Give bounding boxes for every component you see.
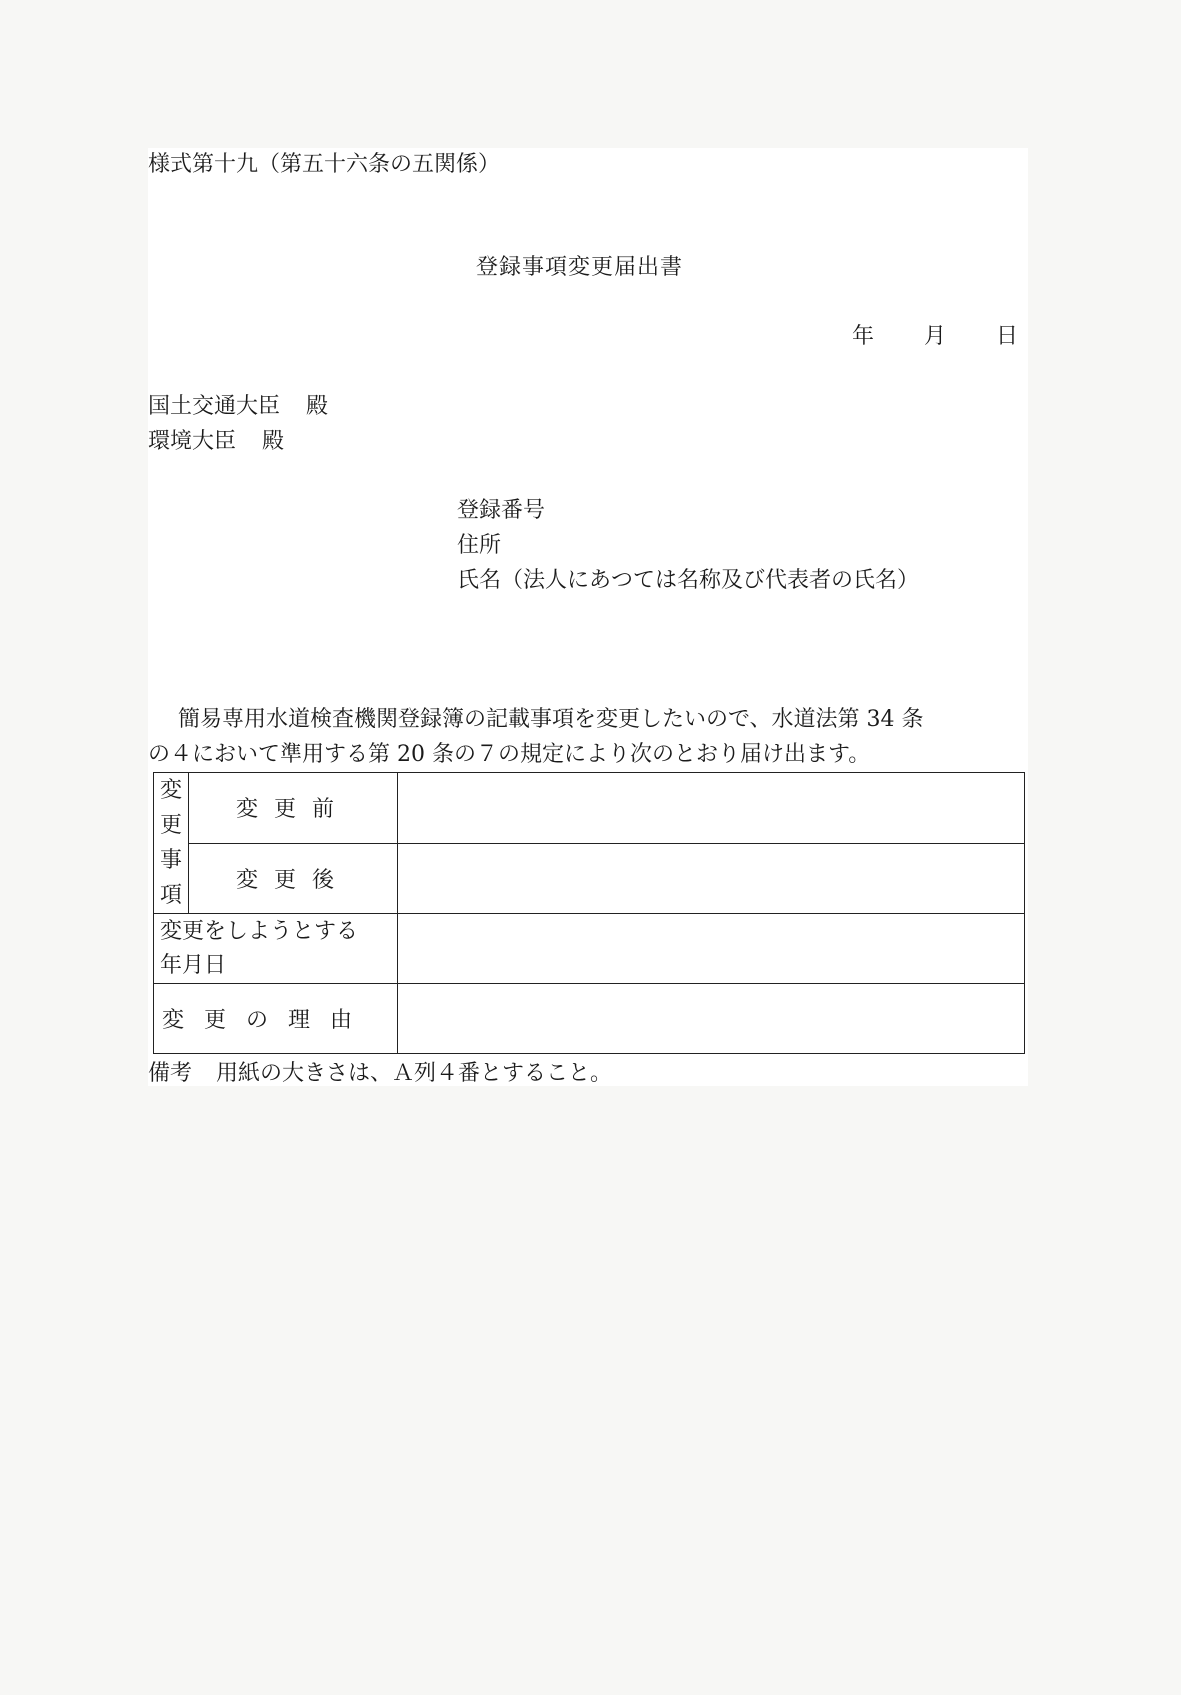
change-date-label [154, 914, 398, 984]
before-label: 変更前 [189, 773, 398, 844]
table-row-after [154, 843, 1025, 914]
applicant-registration-number: 登録番号 [457, 498, 546, 523]
change-date-value-field[interactable] [398, 914, 1025, 984]
change-item-group-label [154, 773, 189, 914]
change-table [153, 772, 1025, 1054]
date-line [852, 320, 1018, 354]
addressee-mlit-name: 国土交通大臣 [148, 394, 281, 419]
table-row-before [154, 773, 1025, 844]
addressee-mlit-honorific: 殿 [306, 394, 329, 419]
group-label-char: 更 [159, 813, 182, 838]
table-row-date [154, 914, 1025, 984]
body-text-line2: の４において準用する第 20 条の７の規定により次のとおり届け出ます。 [148, 742, 871, 767]
document-title: 登録事項変更届出書 [476, 255, 684, 280]
group-label-char: 事 [159, 848, 182, 873]
date-year: 年 [852, 324, 875, 349]
group-label-char: 項 [159, 883, 182, 908]
after-value-field[interactable] [398, 843, 1025, 914]
group-label-char: 変 [159, 778, 182, 803]
body-text-line1-content: 簡易専用水道検査機関登録簿の記載事項を変更したいので、水道法第 34 条 [178, 707, 924, 732]
reason-label: 変更の理由 [154, 984, 398, 1054]
date-month: 月 [924, 324, 947, 349]
addressee-env [148, 425, 284, 459]
note-prefix: 備考 [148, 1061, 193, 1086]
reason-value-field[interactable] [398, 984, 1025, 1054]
addressee-env-name: 環境大臣 [148, 429, 237, 454]
applicant-name: 氏名（法人にあつては名称及び代表者の氏名） [457, 568, 920, 593]
addressee-env-honorific: 殿 [262, 429, 285, 454]
change-date-label-line1: 変更をしようとする [160, 918, 359, 944]
change-date-label-line2: 年月日 [160, 952, 227, 978]
applicant-address: 住所 [457, 533, 502, 558]
after-label: 変更後 [189, 843, 398, 914]
before-value-field[interactable] [398, 773, 1025, 844]
body-text-line1 [148, 703, 924, 737]
form-number: 様式第十九（第五十六条の五関係） [148, 152, 501, 177]
note [148, 1057, 612, 1091]
table-row-reason [154, 984, 1025, 1054]
date-day: 日 [996, 324, 1019, 349]
note-text: 用紙の大きさは、Ａ列４番とすること。 [216, 1061, 613, 1086]
addressee-mlit [148, 390, 328, 424]
